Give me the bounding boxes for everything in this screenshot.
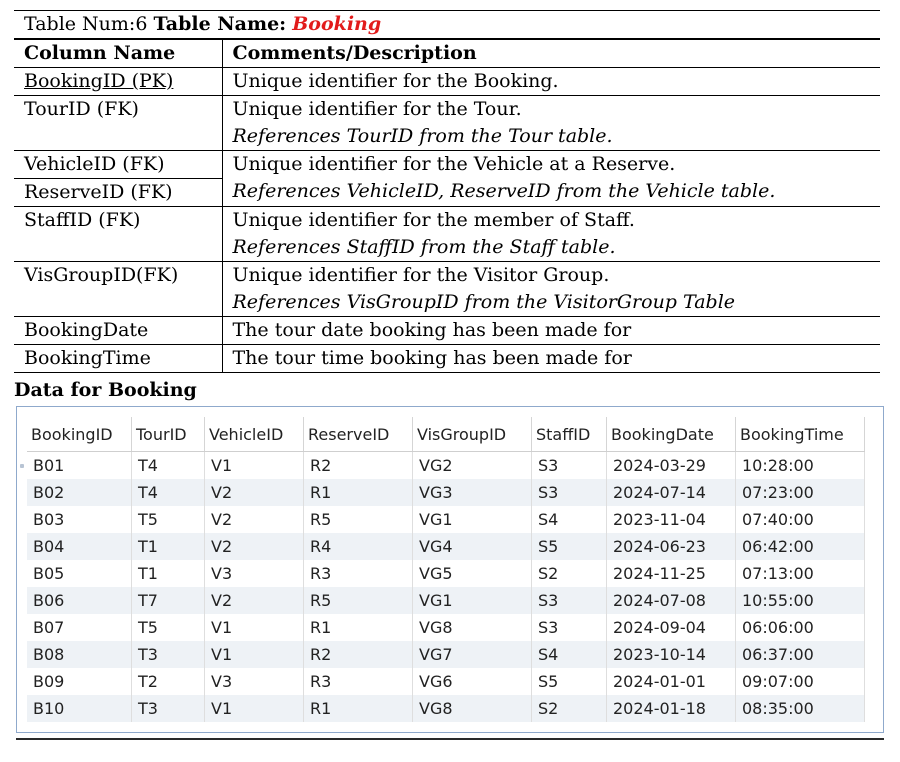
- reserveid-name: ReserveID (FK): [24, 181, 173, 203]
- vehicleid-desc: Unique identifier for the Vehicle at a Reserve.: [232, 153, 676, 175]
- grid-cell[interactable]: S3: [532, 587, 607, 614]
- schema-title-row: [14, 11, 880, 40]
- grid-cell[interactable]: VG8: [413, 614, 532, 641]
- grid-header-bookingid[interactable]: BookingID: [27, 417, 132, 452]
- grid-cell[interactable]: VG1: [413, 506, 532, 533]
- grid-cell[interactable]: S3: [532, 614, 607, 641]
- grid-cell[interactable]: 08:35:00: [736, 695, 865, 722]
- grid-cell[interactable]: 2024-11-25: [607, 560, 736, 587]
- staffid-desc: Unique identifier for the member of Staff.: [232, 209, 635, 231]
- table-row[interactable]: [27, 506, 865, 533]
- grid-cell[interactable]: VG3: [413, 479, 532, 506]
- grid-cell[interactable]: VG6: [413, 668, 532, 695]
- schema-row-tourid: [14, 96, 880, 151]
- schema-header-row: [14, 39, 880, 68]
- table-name-label: Table Name:: [153, 13, 287, 35]
- schema-row-visgroupid: [14, 262, 880, 317]
- data-grid: [16, 406, 884, 733]
- table-row[interactable]: [27, 641, 865, 668]
- grid-cell[interactable]: VG2: [413, 452, 532, 480]
- grid-cell[interactable]: 2023-10-14: [607, 641, 736, 668]
- grid-body: [27, 452, 865, 723]
- table-row[interactable]: [27, 479, 865, 506]
- grid-cell[interactable]: T7: [132, 587, 205, 614]
- grid-cell[interactable]: B07: [27, 614, 132, 641]
- bookingdate-desc: The tour date booking has been made for: [222, 317, 880, 345]
- grid-cell[interactable]: S4: [532, 506, 607, 533]
- schema-row-bookingid: [14, 68, 880, 96]
- grid-cell[interactable]: 2024-07-14: [607, 479, 736, 506]
- grid-cell[interactable]: R1: [304, 614, 413, 641]
- grid-cell[interactable]: B02: [27, 479, 132, 506]
- tourid-ref: References TourID from the Tour table.: [232, 125, 613, 147]
- grid-cell[interactable]: V2: [205, 506, 304, 533]
- grid-cell[interactable]: V2: [205, 587, 304, 614]
- table-row[interactable]: [27, 668, 865, 695]
- grid-header-bookingdate[interactable]: BookingDate: [607, 417, 736, 452]
- grid-cell[interactable]: T1: [132, 560, 205, 587]
- staffid-name: StaffID (FK): [14, 207, 222, 262]
- grid-cell[interactable]: T2: [132, 668, 205, 695]
- grid-cell[interactable]: B06: [27, 587, 132, 614]
- grid-header-vehicleid[interactable]: VehicleID: [205, 417, 304, 452]
- grid-cell[interactable]: R5: [304, 506, 413, 533]
- grid-cell[interactable]: V1: [205, 695, 304, 722]
- grid-cell[interactable]: 06:37:00: [736, 641, 865, 668]
- bookingid-name: BookingID (PK): [24, 70, 174, 92]
- vehicle-reserve-ref: References VehicleID, ReserveID from the Vehicle table.: [232, 180, 776, 202]
- grid-header-tourid[interactable]: TourID: [132, 417, 205, 452]
- grid-cell[interactable]: 07:13:00: [736, 560, 865, 587]
- table-row[interactable]: [27, 452, 865, 480]
- grid-cell[interactable]: S4: [532, 641, 607, 668]
- schema-row-bookingtime: [14, 345, 880, 373]
- grid-cell[interactable]: 07:40:00: [736, 506, 865, 533]
- grid-cell[interactable]: 2024-07-08: [607, 587, 736, 614]
- grid-cell[interactable]: S5: [532, 668, 607, 695]
- description-header: Comments/Description: [222, 39, 880, 68]
- table-row[interactable]: [27, 695, 865, 722]
- table-row[interactable]: [27, 560, 865, 587]
- schema-row-bookingdate: [14, 317, 880, 345]
- bookingdate-name: BookingDate: [14, 317, 222, 345]
- grid-cell[interactable]: 06:06:00: [736, 614, 865, 641]
- grid-cell[interactable]: T3: [132, 641, 205, 668]
- grid-cell[interactable]: B10: [27, 695, 132, 722]
- grid-cell[interactable]: 10:55:00: [736, 587, 865, 614]
- grid-cell[interactable]: V3: [205, 560, 304, 587]
- grid-cell[interactable]: 09:07:00: [736, 668, 865, 695]
- grid-cell[interactable]: T4: [132, 452, 205, 480]
- grid-header-visgroupid[interactable]: VisGroupID: [413, 417, 532, 452]
- tourid-name: TourID (FK): [14, 96, 222, 151]
- visgroupid-desc: Unique identifier for the Visitor Group.: [232, 264, 610, 286]
- grid-cell[interactable]: R4: [304, 533, 413, 560]
- visgroupid-name: VisGroupID(FK): [14, 262, 222, 317]
- bookingid-desc: Unique identifier for the Booking.: [222, 68, 880, 96]
- grid-cell[interactable]: R1: [304, 479, 413, 506]
- grid-cell[interactable]: VG1: [413, 587, 532, 614]
- grid-cell[interactable]: R2: [304, 452, 413, 480]
- grid-header-reserveid[interactable]: ReserveID: [304, 417, 413, 452]
- grid-cell[interactable]: B09: [27, 668, 132, 695]
- grid-cell[interactable]: V1: [205, 641, 304, 668]
- grid-header-row: [27, 417, 865, 452]
- grid-cell[interactable]: 2024-01-01: [607, 668, 736, 695]
- grid-header-staffid[interactable]: StaffID: [532, 417, 607, 452]
- grid-cell[interactable]: S2: [532, 695, 607, 722]
- grid-header-bookingtime[interactable]: BookingTime: [736, 417, 865, 452]
- grid-cell[interactable]: 2024-01-18: [607, 695, 736, 722]
- grid-cell[interactable]: B03: [27, 506, 132, 533]
- visgroupid-ref: References VisGroupID from the VisitorGroup Table: [232, 291, 736, 313]
- booking-grid: [27, 417, 865, 722]
- grid-cell[interactable]: T5: [132, 614, 205, 641]
- data-caption: Data for Booking: [14, 379, 197, 401]
- schema-title: [14, 11, 880, 40]
- grid-cell[interactable]: 10:28:00: [736, 452, 865, 480]
- grid-cell[interactable]: 06:42:00: [736, 533, 865, 560]
- grid-cell[interactable]: T4: [132, 479, 205, 506]
- bookingtime-name: BookingTime: [14, 345, 222, 373]
- grid-cell[interactable]: R5: [304, 587, 413, 614]
- grid-cell[interactable]: 2024-03-29: [607, 452, 736, 480]
- staffid-ref: References StaffID from the Staff table.: [232, 236, 616, 258]
- grid-cell[interactable]: B08: [27, 641, 132, 668]
- vehicleid-name: VehicleID (FK): [14, 151, 222, 179]
- grid-cell[interactable]: S5: [532, 533, 607, 560]
- grid-cell[interactable]: V3: [205, 668, 304, 695]
- grid-cell[interactable]: R2: [304, 641, 413, 668]
- grid-cell[interactable]: V2: [205, 479, 304, 506]
- grid-cell[interactable]: R1: [304, 695, 413, 722]
- table-number: Table Num:6: [24, 13, 148, 35]
- grid-cell[interactable]: VG5: [413, 560, 532, 587]
- tourid-desc: Unique identifier for the Tour.: [232, 98, 522, 120]
- grid-cell[interactable]: B05: [27, 560, 132, 587]
- bottom-divider: [16, 738, 884, 740]
- grid-cell[interactable]: S2: [532, 560, 607, 587]
- grid-cell[interactable]: 2024-09-04: [607, 614, 736, 641]
- grid-cell[interactable]: V1: [205, 452, 304, 480]
- column-name-header: Column Name: [14, 39, 222, 68]
- grid-cell[interactable]: T1: [132, 533, 205, 560]
- grid-cell[interactable]: V1: [205, 614, 304, 641]
- grid-cell[interactable]: 07:23:00: [736, 479, 865, 506]
- row-marker-icon: [20, 464, 24, 468]
- grid-cell[interactable]: VG7: [413, 641, 532, 668]
- grid-cell[interactable]: VG8: [413, 695, 532, 722]
- grid-cell[interactable]: 2024-06-23: [607, 533, 736, 560]
- grid-cell[interactable]: B01: [27, 452, 132, 480]
- grid-cell[interactable]: R3: [304, 560, 413, 587]
- schema-row-staffid: [14, 207, 880, 262]
- table-row[interactable]: [27, 587, 865, 614]
- schema-table: [14, 10, 880, 373]
- table-row[interactable]: [27, 533, 865, 560]
- grid-cell[interactable]: T5: [132, 506, 205, 533]
- table-name-value: Booking: [292, 13, 382, 35]
- grid-cell[interactable]: B04: [27, 533, 132, 560]
- grid-cell[interactable]: R3: [304, 668, 413, 695]
- schema-row-vehicle-reserve: [14, 151, 880, 207]
- grid-cell[interactable]: 2023-11-04: [607, 506, 736, 533]
- table-row[interactable]: [27, 614, 865, 641]
- grid-cell[interactable]: VG4: [413, 533, 532, 560]
- grid-cell[interactable]: T3: [132, 695, 205, 722]
- grid-cell[interactable]: S3: [532, 452, 607, 480]
- grid-cell[interactable]: S3: [532, 479, 607, 506]
- grid-cell[interactable]: V2: [205, 533, 304, 560]
- bookingtime-desc: The tour time booking has been made for: [222, 345, 880, 373]
